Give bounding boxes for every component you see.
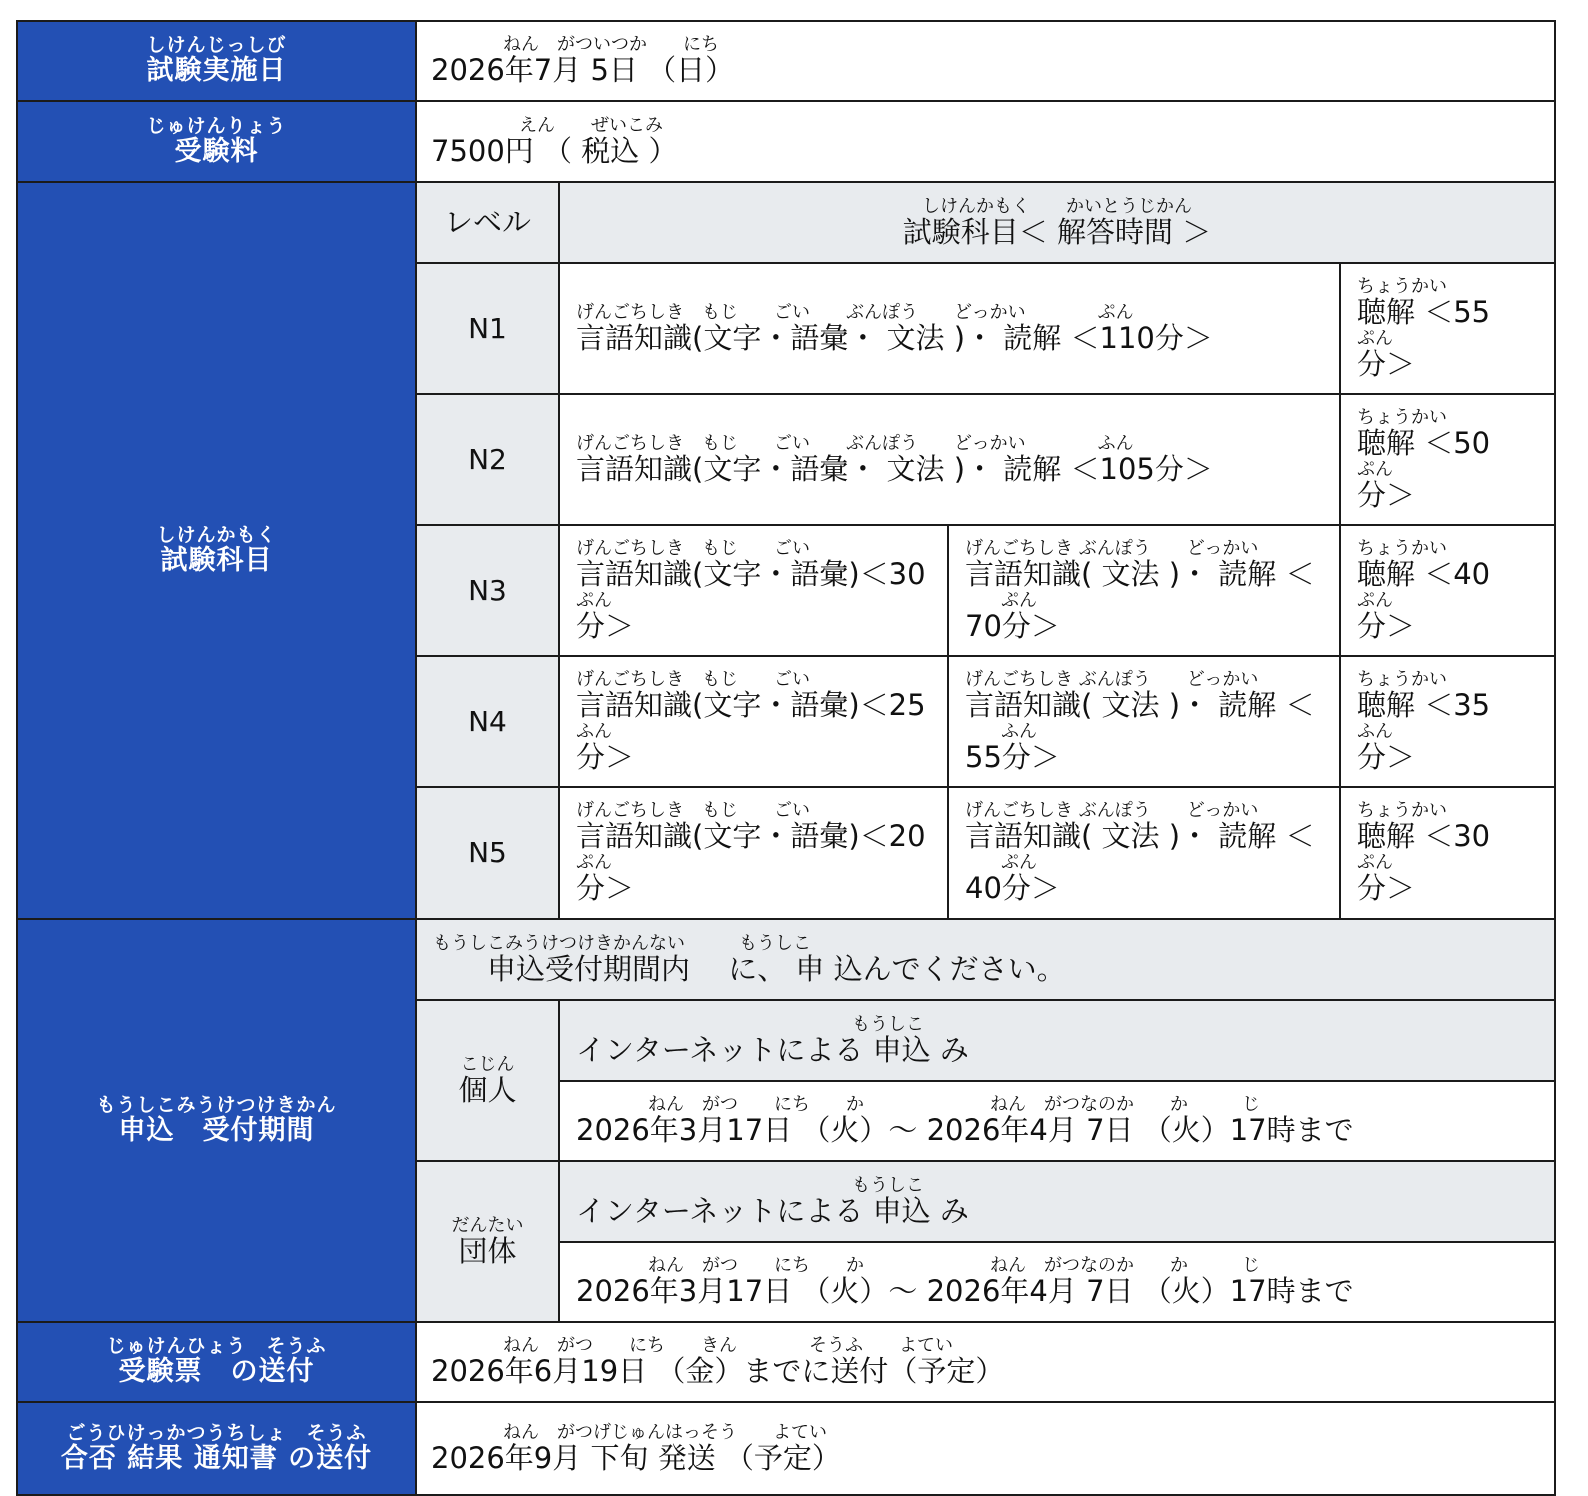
fee-header-ruby: じゅけんりょう xyxy=(146,114,287,137)
level-n5-label: N5 xyxy=(468,836,507,869)
n2-listening-text-2: 分＞ xyxy=(1357,477,1416,512)
organization-period xyxy=(558,1241,1556,1323)
application-header-label: 申込 受付期間 xyxy=(118,1114,315,1146)
n5-listening-text-2: 分＞ xyxy=(1357,871,1416,905)
individual-method-text: インターネットによる 申込 み xyxy=(576,1032,969,1067)
subject-column-header xyxy=(558,181,1556,264)
n4-vocab-ruby-2: ふん xyxy=(576,720,612,742)
n4-listening-text-1: 聴解 ＜35 xyxy=(1357,687,1491,722)
n2-reading-cell xyxy=(558,393,1341,526)
fee-header-label: 受験料 xyxy=(174,135,259,167)
group-individual xyxy=(415,999,560,1162)
individual-period-ruby: ねん がつ にち か ねん がつなのか か じ xyxy=(648,1094,1260,1115)
n4-grammar-cell xyxy=(947,655,1341,788)
ticket-header-ruby: じゅけんひょう そうふ xyxy=(106,1335,327,1357)
n3-listening-cell xyxy=(1339,524,1556,657)
fee-ruby: えん ぜいこみ xyxy=(519,114,663,136)
ticket-text: 2026年6月19日 （金）までに送付（予定） xyxy=(431,1354,1005,1388)
exam-date-ruby: ねん がついつか にち xyxy=(503,34,719,55)
individual-method xyxy=(558,999,1556,1082)
n3-listening-ruby-1: ちょうかい xyxy=(1357,537,1447,559)
individual-period-text: 2026年3月17日 （火）～ 2026年4月 7日 （火）17時まで xyxy=(576,1113,1354,1147)
result-header xyxy=(16,1401,417,1496)
n1-listening-ruby-1: ちょうかい xyxy=(1357,275,1447,297)
n1-listening-text-2: 分＞ xyxy=(1357,346,1416,381)
n2-reading-ruby: げんごちしき もじ ごい ぶんぽう どっかい ふん xyxy=(576,432,1134,454)
n2-listening-cell xyxy=(1339,393,1556,526)
level-n1-label: N1 xyxy=(468,311,507,345)
result-ruby: ねん がつげじゅんはっそう よてい xyxy=(503,1421,827,1443)
n3-listening-ruby-2: ぷん xyxy=(1357,589,1393,611)
n1-listening-text-1: 聴解 ＜55 xyxy=(1357,294,1491,329)
organization-label-ruby: だんたい xyxy=(451,1214,524,1236)
level-n2-label: N2 xyxy=(468,442,507,476)
application-header-ruby: もうしこみうけつけきかん xyxy=(96,1093,337,1116)
ticket-header-label: 受験票 の送付 xyxy=(118,1356,315,1387)
level-column-header xyxy=(415,181,560,264)
n4-listening-text-2: 分＞ xyxy=(1357,739,1416,774)
n3-grammar-ruby-1: げんごちしき ぶんぽう どっかい xyxy=(965,537,1259,559)
n4-grammar-ruby-1: げんごちしき ぶんぽう どっかい xyxy=(965,668,1259,690)
level-n4 xyxy=(415,655,560,788)
n3-vocab-cell xyxy=(558,524,949,657)
individual-label: 個人 xyxy=(458,1072,517,1107)
application-header xyxy=(16,918,417,1323)
organization-method-text: インターネットによる 申込 み xyxy=(576,1193,969,1228)
fee-value xyxy=(415,100,1556,183)
n1-reading-cell xyxy=(558,262,1341,395)
fee-header xyxy=(16,100,417,183)
n1-listening-cell xyxy=(1339,262,1556,395)
subject-column-label: 試験科目＜ 解答時間 ＞ xyxy=(902,214,1212,249)
subject-column-ruby: しけんかもく かいとうじかん xyxy=(922,195,1192,217)
exam-date-text: 2026年7月 5日 （日） xyxy=(431,53,735,87)
n5-grammar-cell xyxy=(947,786,1341,920)
n3-vocab-ruby-2: ぷん xyxy=(576,589,612,611)
n5-grammar-text-1: 言語知識( 文法 )・ 読解 ＜ xyxy=(965,819,1315,853)
result-header-label: 合否 結果 通知書 の送付 xyxy=(60,1442,373,1474)
ticket-ruby: ねん がつ にち きん そうふ よてい xyxy=(503,1335,953,1356)
application-notice xyxy=(415,918,1556,1001)
subjects-header-ruby: しけんかもく xyxy=(156,523,277,546)
n5-grammar-text-2: 40分＞ xyxy=(965,871,1060,905)
group-organization xyxy=(415,1160,560,1323)
level-n5 xyxy=(415,786,560,920)
level-column-label: レベル xyxy=(443,205,531,239)
result-text: 2026年9月 下旬 発送 （予定） xyxy=(431,1440,841,1475)
subjects-header-label: 試験科目 xyxy=(160,544,273,576)
n5-vocab-text-2: 分＞ xyxy=(576,871,635,905)
n3-vocab-text-1: 言語知識(文字・語彙)＜30 xyxy=(576,556,926,591)
organization-method xyxy=(558,1160,1556,1243)
level-n4-label: N4 xyxy=(468,704,507,738)
result-value xyxy=(415,1401,1556,1496)
n1-reading-ruby: げんごちしき もじ ごい ぶんぽう どっかい ぷん xyxy=(576,301,1134,323)
n4-listening-ruby-1: ちょうかい xyxy=(1357,668,1447,690)
n3-listening-text-1: 聴解 ＜40 xyxy=(1357,556,1491,591)
n4-grammar-text-2: 55分＞ xyxy=(965,739,1060,774)
ticket-header xyxy=(16,1321,417,1403)
individual-label-ruby: こじん xyxy=(460,1053,515,1075)
organization-method-ruby: もうしこ xyxy=(852,1174,924,1196)
n3-vocab-text-2: 分＞ xyxy=(576,608,635,643)
organization-period-ruby: ねん がつ にち か ねん がつなのか か じ xyxy=(648,1255,1260,1276)
n4-grammar-ruby-2: ふん xyxy=(1001,720,1037,742)
fee-text: 7500円 （ 税込 ） xyxy=(431,133,678,168)
n5-listening-ruby-2: ぷん xyxy=(1357,852,1393,873)
n1-listening-ruby-2: ぷん xyxy=(1357,327,1393,349)
n2-reading-text: 言語知識(文字・語彙・ 文法 )・ 読解 ＜105分＞ xyxy=(576,451,1213,486)
ticket-value xyxy=(415,1321,1556,1403)
exam-date-header xyxy=(16,20,417,102)
n5-grammar-ruby-1: げんごちしき ぶんぽう どっかい xyxy=(965,800,1259,821)
n2-listening-ruby-1: ちょうかい xyxy=(1357,406,1447,428)
individual-period xyxy=(558,1080,1556,1162)
result-header-ruby: ごうひけっかつうちしょ そうふ xyxy=(66,1421,367,1444)
application-notice-ruby: もうしこみうけつけきかんない もうしこ xyxy=(433,932,811,954)
n5-listening-cell xyxy=(1339,786,1556,920)
n3-grammar-ruby-2: ぷん xyxy=(1001,589,1037,611)
n5-vocab-ruby-2: ぷん xyxy=(576,852,612,873)
level-n3 xyxy=(415,524,560,657)
individual-method-ruby: もうしこ xyxy=(852,1013,924,1035)
exam-date-header-label: 試験実施日 xyxy=(146,55,287,86)
n3-vocab-ruby-1: げんごちしき もじ ごい xyxy=(576,537,810,559)
n5-grammar-ruby-2: ぷん xyxy=(1001,852,1037,873)
level-n1 xyxy=(415,262,560,395)
n5-vocab-cell xyxy=(558,786,949,920)
n3-grammar-cell xyxy=(947,524,1341,657)
organization-period-text: 2026年3月17日 （火）～ 2026年4月 7日 （火）17時まで xyxy=(576,1274,1354,1308)
n4-vocab-text-2: 分＞ xyxy=(576,739,635,774)
n2-listening-ruby-2: ぷん xyxy=(1357,458,1393,480)
n4-vocab-text-1: 言語知識(文字・語彙)＜25 xyxy=(576,687,926,722)
n5-listening-text-1: 聴解 ＜30 xyxy=(1357,819,1491,853)
n5-listening-ruby-1: ちょうかい xyxy=(1357,800,1447,821)
exam-date-value xyxy=(415,20,1556,102)
n3-grammar-text-2: 70分＞ xyxy=(965,608,1060,643)
exam-date-header-ruby: しけんじっしび xyxy=(146,34,287,56)
n4-listening-ruby-2: ふん xyxy=(1357,720,1393,742)
n5-vocab-text-1: 言語知識(文字・語彙)＜20 xyxy=(576,819,926,853)
n4-listening-cell xyxy=(1339,655,1556,788)
n3-listening-text-2: 分＞ xyxy=(1357,608,1416,643)
subjects-header xyxy=(16,181,417,920)
level-n3-label: N3 xyxy=(468,573,507,607)
level-n2 xyxy=(415,393,560,526)
n3-grammar-text-1: 言語知識( 文法 )・ 読解 ＜ xyxy=(965,556,1315,591)
n1-reading-text: 言語知識(文字・語彙・ 文法 )・ 読解 ＜110分＞ xyxy=(576,320,1213,355)
n5-vocab-ruby-1: げんごちしき もじ ごい xyxy=(576,800,810,821)
n4-grammar-text-1: 言語知識( 文法 )・ 読解 ＜ xyxy=(965,687,1315,722)
n2-listening-text-1: 聴解 ＜50 xyxy=(1357,425,1491,460)
n4-vocab-ruby-1: げんごちしき もじ ごい xyxy=(576,668,810,690)
application-notice-text: 申込受付期間内 に、 申 込んでください。 xyxy=(487,951,1066,986)
n4-vocab-cell xyxy=(558,655,949,788)
organization-label: 団体 xyxy=(458,1233,517,1268)
